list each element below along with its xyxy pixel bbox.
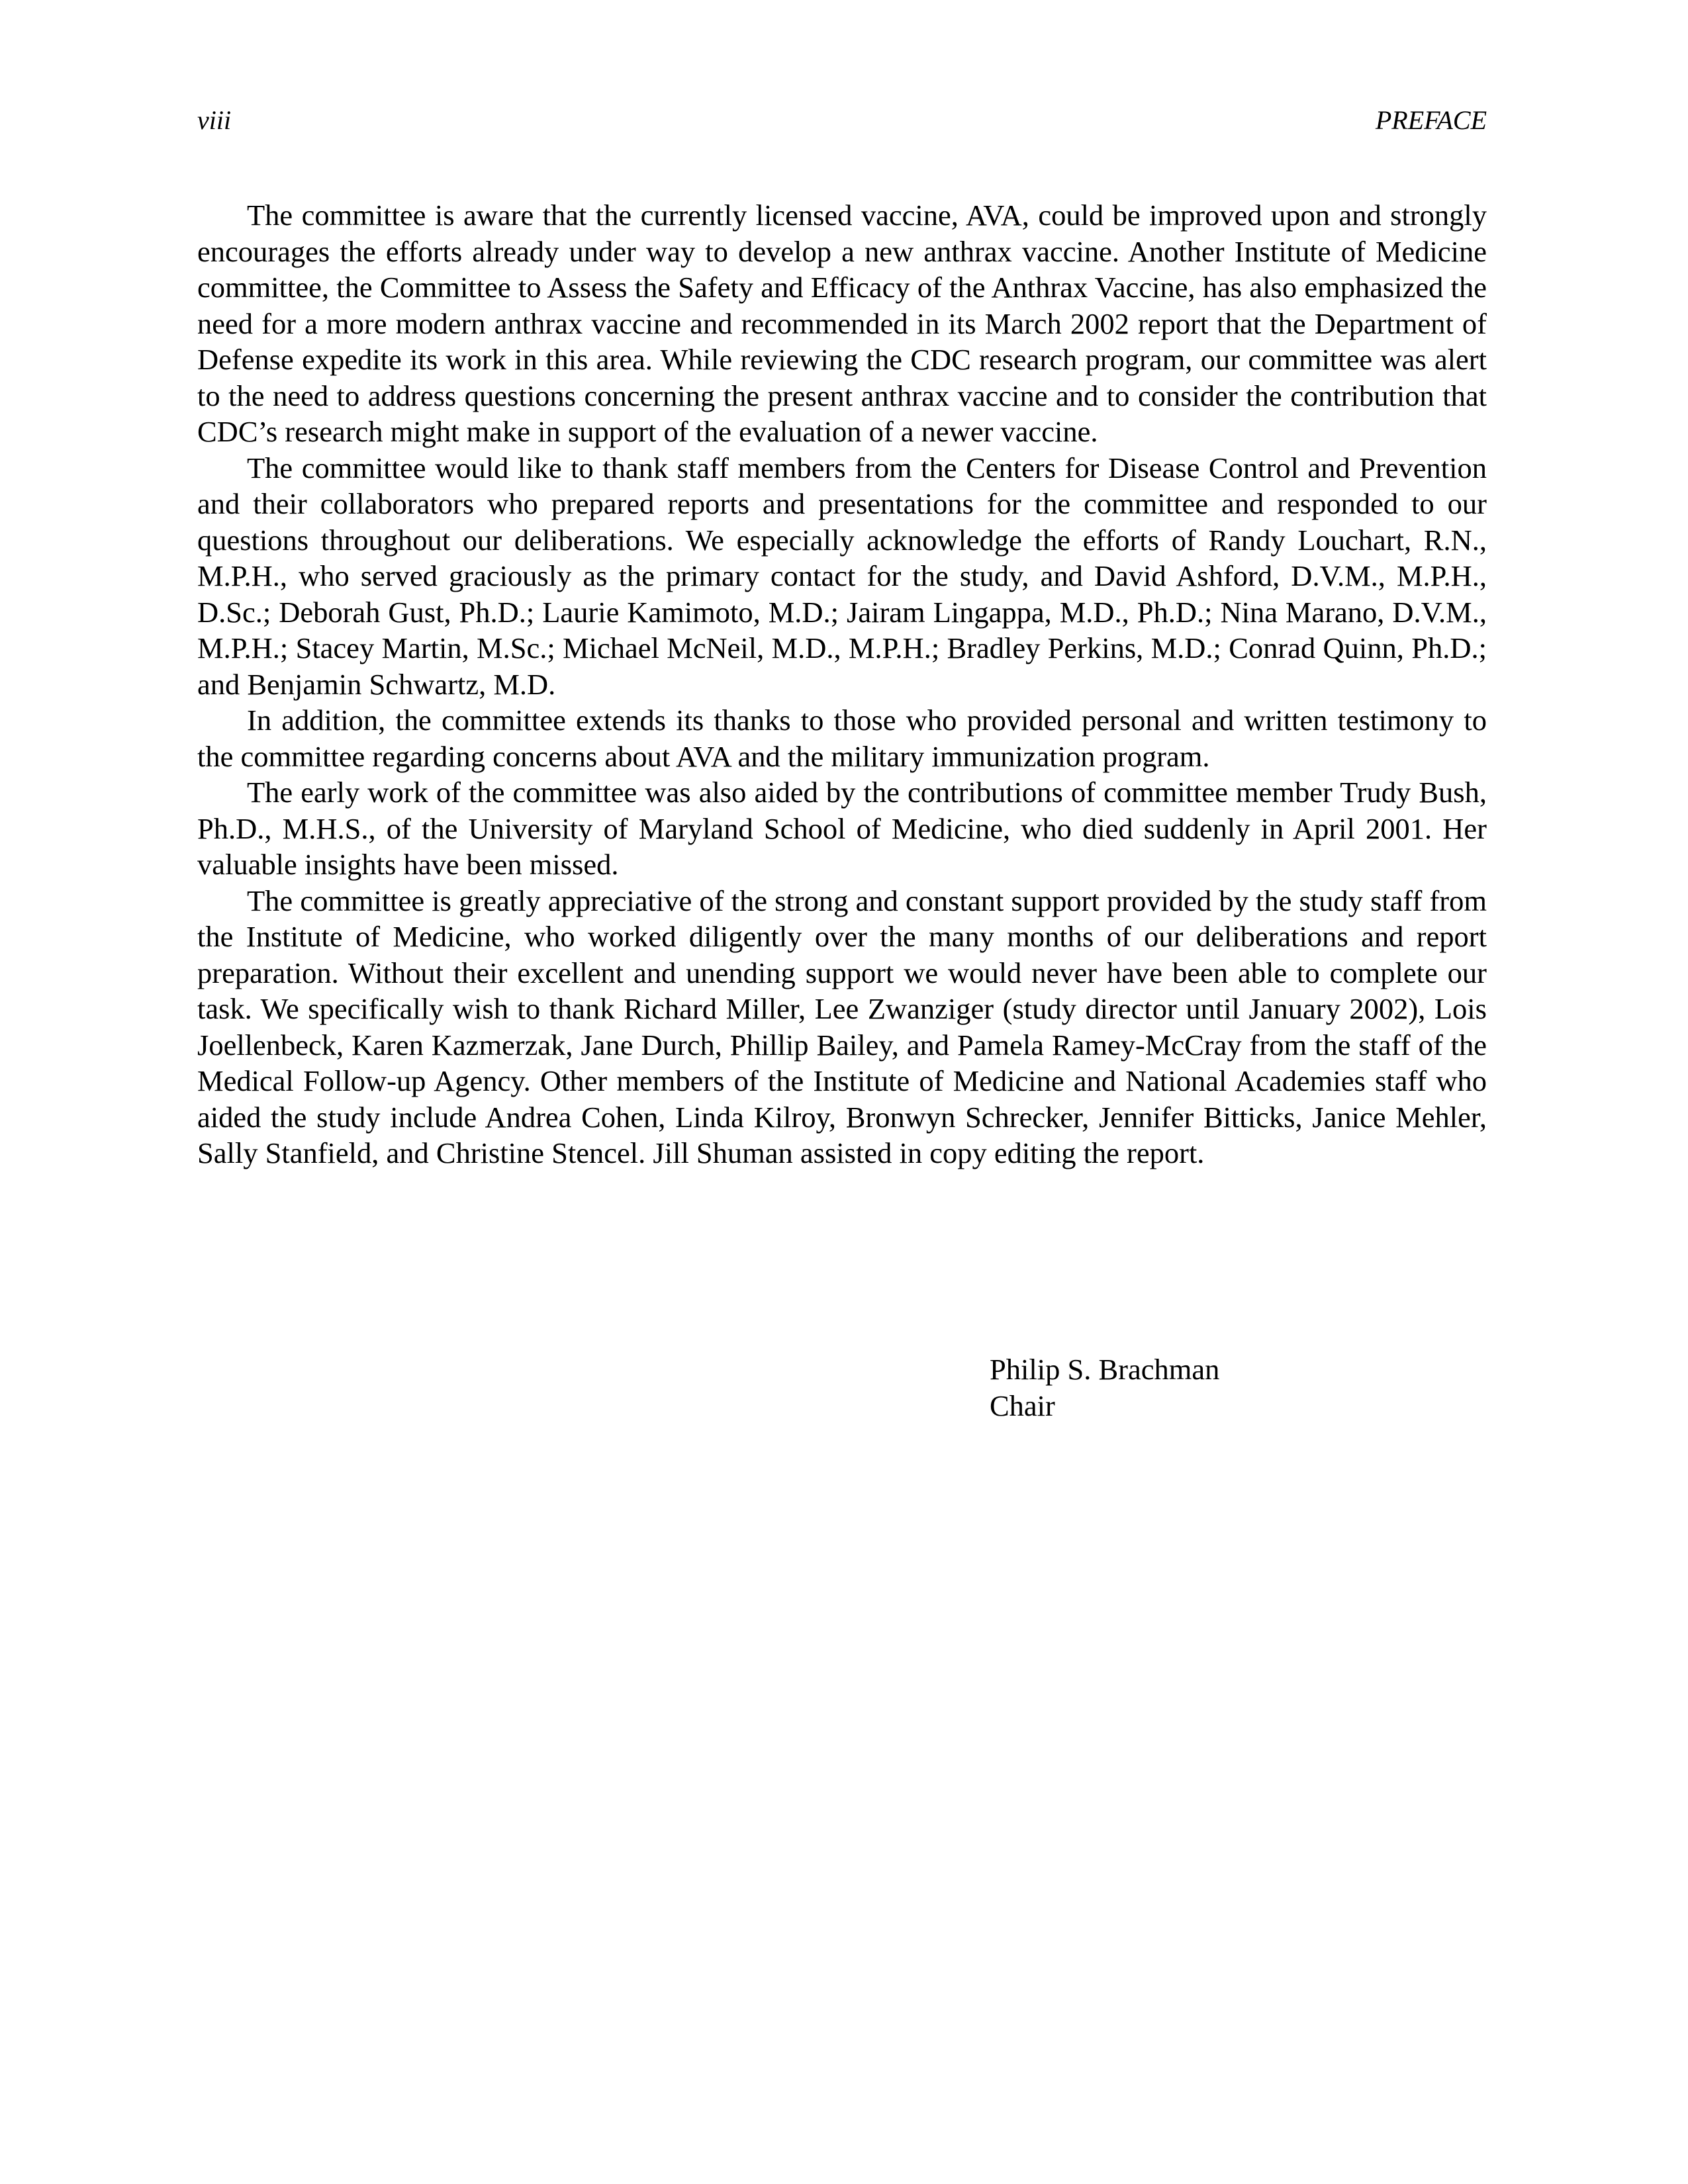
preface-body bbox=[197, 197, 1487, 1171]
paragraph-vaccine-improvement: The committee is aware that the currently licensed vaccine, AVA, could be improved upon and strongly encourages the efforts already under way to develop a new anthrax vaccine. Another Institute of Medicine committee, the Committee to Assess the Safety and Efficacy of the Anthrax Vaccine, has also emphasized the need for a more modern anthrax vaccine and recommended in its March 2002 report that the Department of Defense expedite its work in this area. While reviewing the CDC research program, our committee was alert to the need to address questions concerning the present anthrax vaccine and to consider the contribution that CDC’s research might make in support of the evaluation of a newer vaccine. bbox=[197, 199, 1487, 448]
signature-name: Philip S. Brachman bbox=[990, 1353, 1220, 1386]
paragraph-cdc-acknowledgments: The committee would like to thank staff members from the Centers for Disease Control and Prevention and their collaborators who prepared reports and presentations for the committee and responded to our questions throughout our deliberations. We especially acknowledge the efforts of Randy Louchart, R.N., M.P.H., who served graciously as the primary contact for the study, and David Ashford, D.V.M., M.P.H., D.Sc.; Deborah Gust, Ph.D.; Laurie Kamimoto, M.D.; Jairam Lingappa, M.D., Ph.D.; Nina Marano, D.V.M., M.P.H.; Stacey Martin, M.Sc.; Michael McNeil, M.D., M.P.H.; Bradley Perkins, M.D.; Conrad Quinn, Ph.D.; and Benjamin Schwartz, M.D. bbox=[197, 451, 1487, 701]
section-title: PREFACE bbox=[1375, 105, 1487, 135]
running-head bbox=[197, 101, 1487, 140]
signature-title: Chair bbox=[990, 1388, 1055, 1422]
signature-block bbox=[990, 1351, 1453, 1424]
paragraph-trudy-bush: The early work of the committee was also aided by the contributions of committee member Trudy Bush, Ph.D., M.H.S., of the University of Maryland School of Medicine, who died suddenly in April 2001. Her valuable insights have been missed. bbox=[197, 776, 1487, 881]
paragraph-testimony-thanks: In addition, the committee extends its thanks to those who provided personal and written testimony to the committee regarding concerns about AVA and the military immunization program. bbox=[197, 704, 1487, 773]
page-number: viii bbox=[197, 105, 232, 135]
paragraph-iom-staff-thanks: The committee is greatly appreciative of the strong and constant support provided by the study staff from the Institute of Medicine, who worked diligently over the many months of our deliberations and report preparation. Without their excellent and unending support we would never have been able to complete our task. We specifically wish to thank Richard Miller, Lee Zwanziger (study director until January 2002), Lois Joellenbeck, Karen Kazmerzak, Jane Durch, Phillip Bailey, and Pamela Ramey-McCray from the staff of the Medical Follow-up Agency. Other members of the Institute of Medicine and National Academies staff who aided the study include Andrea Cohen, Linda Kilroy, Bronwyn Schrecker, Jennifer Bitticks, Janice Mehler, Sally Stanfield, and Christine Stencel. Jill Shuman assisted in copy editing the report. bbox=[197, 884, 1487, 1169]
